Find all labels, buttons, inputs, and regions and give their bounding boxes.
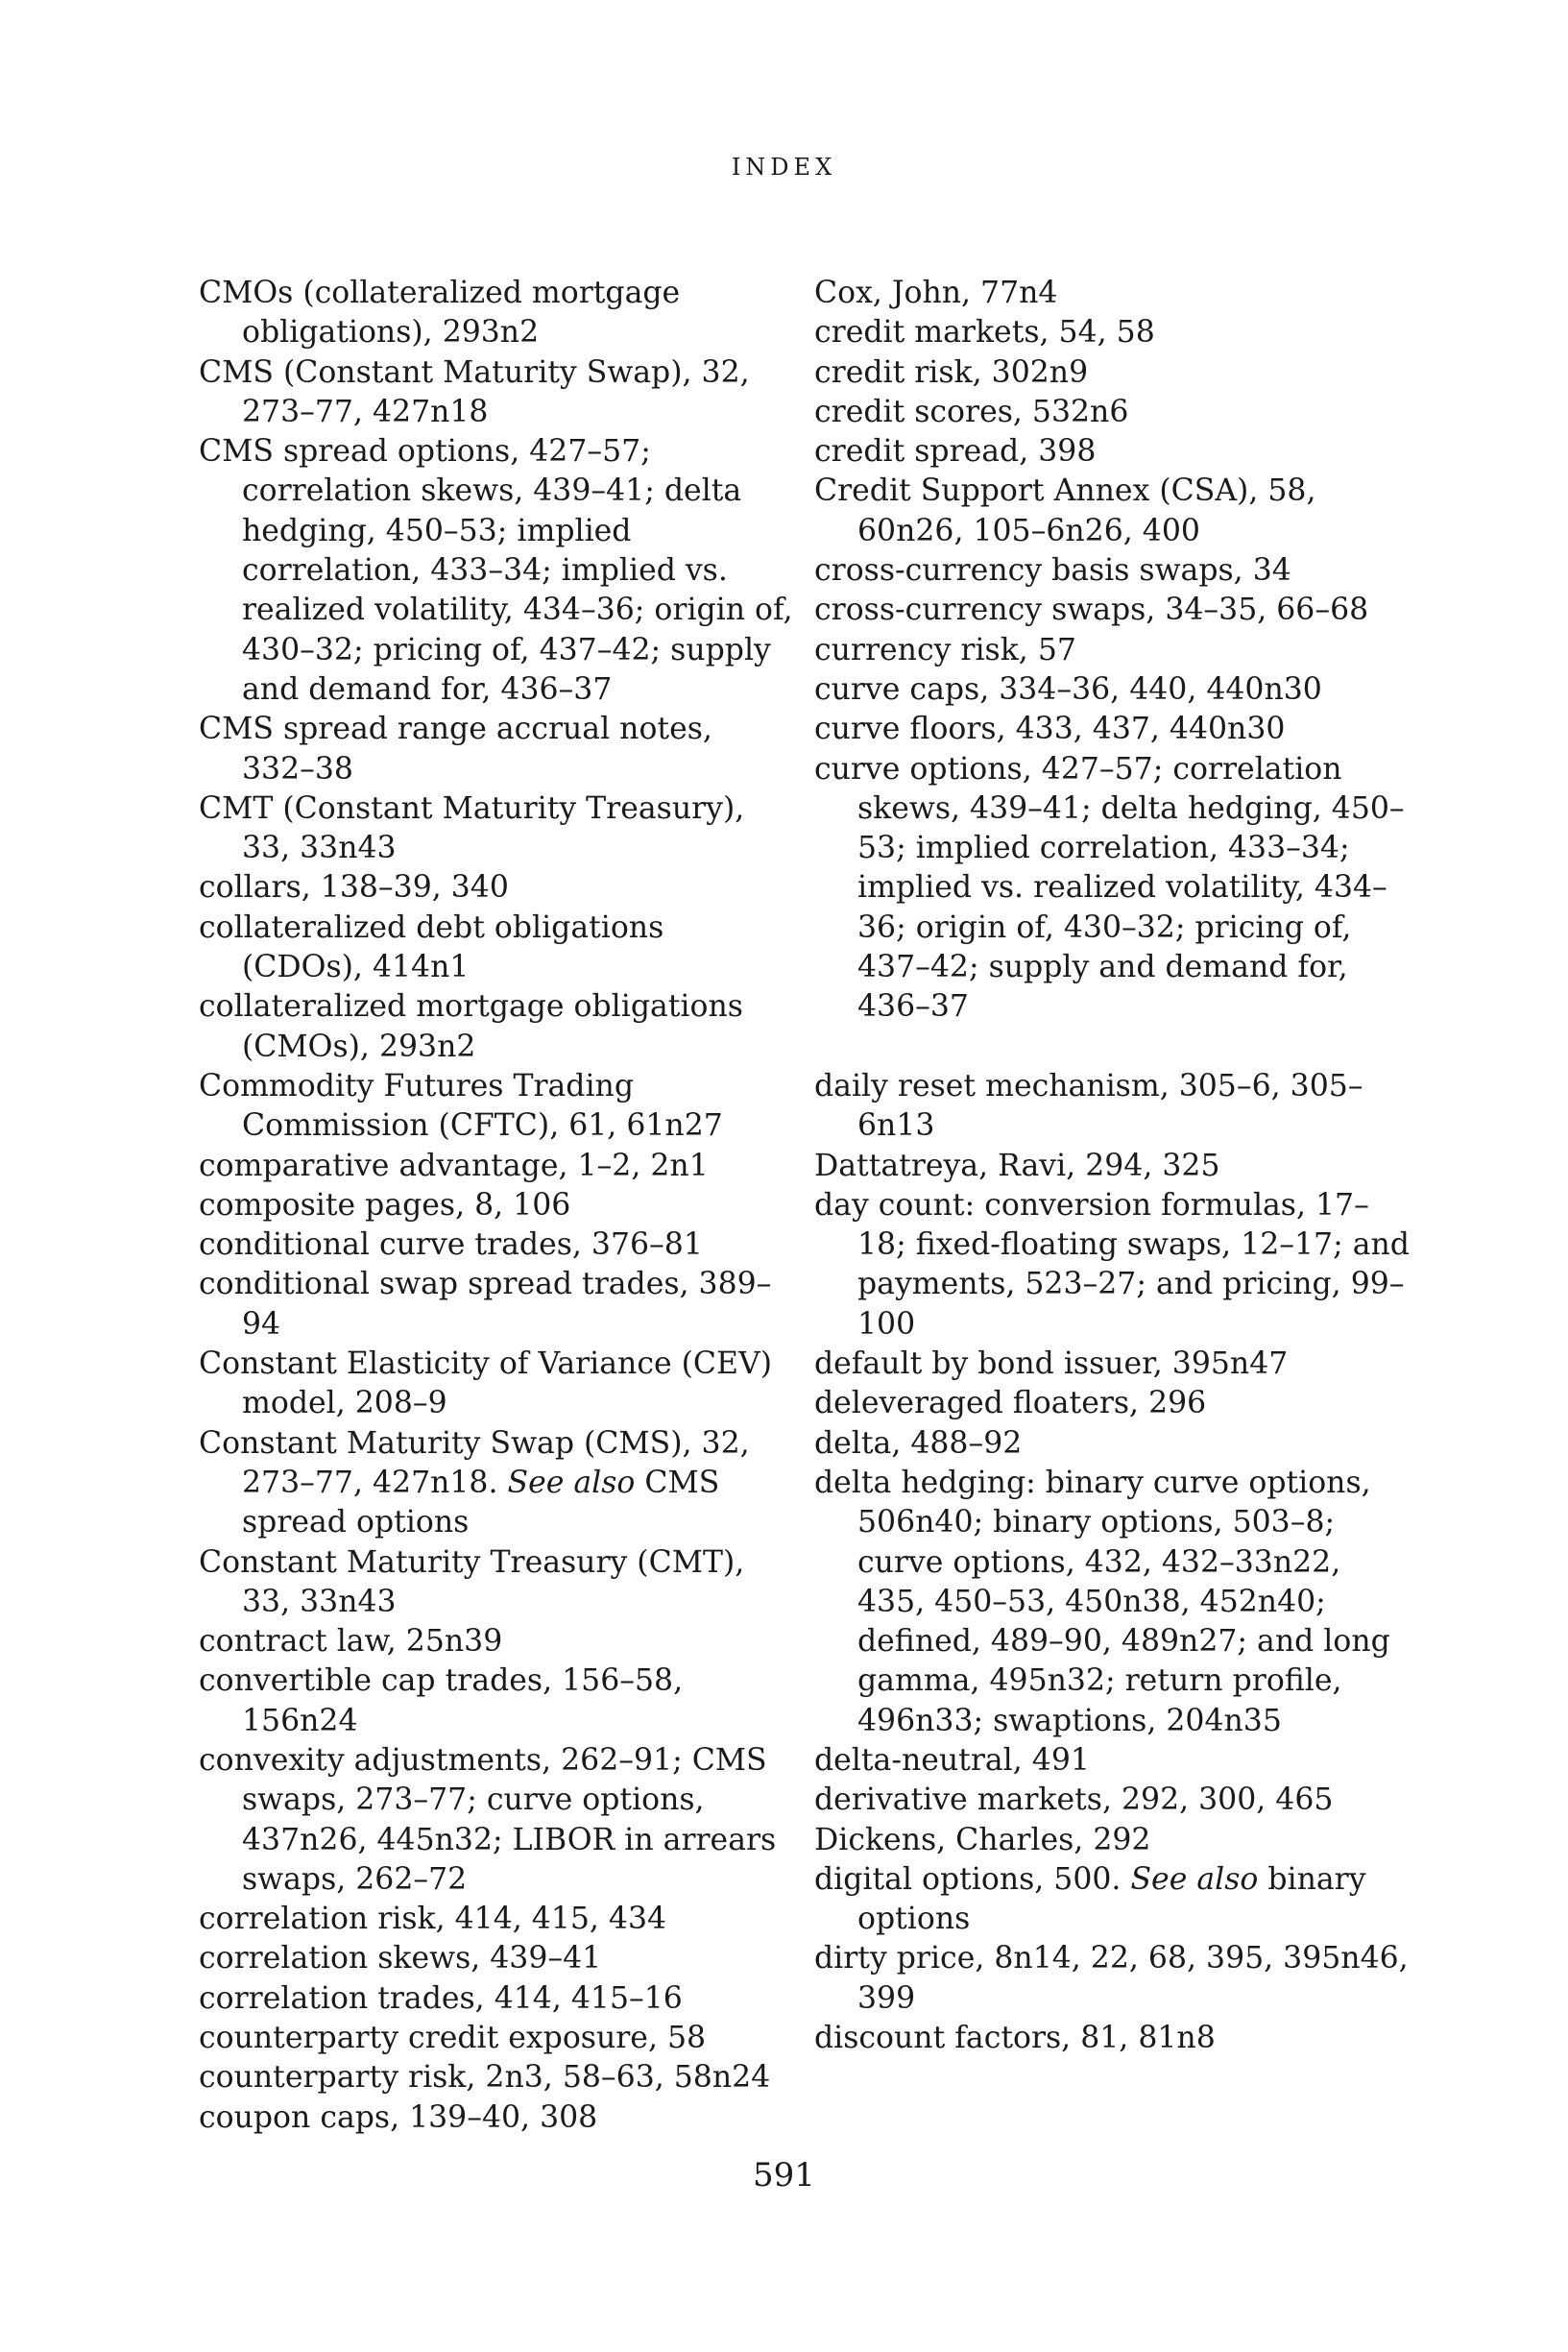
index-entry	[199, 1543, 794, 1623]
see-also-target: binary options	[857, 1861, 1366, 1937]
index-column-left	[199, 274, 794, 2138]
index-group-c	[814, 274, 1410, 1028]
index-entry-text: Constant Elasticity of Variance (CEV) model, 208–9	[199, 1346, 773, 1421]
index-entry-text: delta-neutral, 491	[814, 1742, 1090, 1778]
index-entry	[814, 274, 1410, 313]
index-entry	[199, 868, 794, 908]
index-entry-text: correlation risk, 414, 415, 434	[199, 1902, 667, 1937]
index-entry	[199, 432, 794, 710]
index-entry-text: derivative markets, 292, 300, 465	[814, 1782, 1334, 1818]
index-entry	[814, 1345, 1410, 1384]
index-entry-text: CMOs (collateralized mortgage obligations), 293n2	[199, 276, 681, 351]
index-entry	[814, 393, 1410, 432]
index-entry-text: convexity adjustments, 262–91; CMS swaps, 273–77; curve options, 437n26, 445n32; LIBOR in arrears swaps, 262–72	[199, 1742, 777, 1897]
index-entry-text: curve options, 427–57; correlation skews, 439–41; delta hedging, 450–53; implied correlation, 433–34; implied vs. realized volatility, 434–36; origin of, 430–32; pricing of, 437–42; supply and demand for, 436–37	[814, 751, 1405, 1025]
letter-group-gap	[814, 1028, 1410, 1067]
index-entry	[199, 1147, 794, 1186]
index-entry	[814, 551, 1410, 591]
index-group-d	[814, 1067, 1410, 2058]
index-entry	[199, 1939, 794, 1978]
index-entry	[199, 2019, 794, 2058]
index-entry	[814, 631, 1410, 670]
index-entry	[199, 1979, 794, 2019]
index-entry	[814, 1147, 1410, 1186]
index-entry-text: conditional swap spread trades, 389–94	[199, 1267, 772, 1342]
index-entry-text: cross-currency swaps, 34–35, 66–68	[814, 593, 1369, 628]
index-entry	[814, 313, 1410, 352]
index-entry-text: composite pages, 8, 106	[199, 1187, 571, 1223]
index-entry	[814, 591, 1410, 630]
index-entry-text: Commodity Futures Trading Commission (CFTC), 61, 61n27	[199, 1068, 723, 1144]
see-also-target: CMS spread options	[242, 1465, 720, 1540]
index-entry-text: counterparty risk, 2n3, 58–63, 58n24	[199, 2060, 771, 2096]
index-entry	[199, 1661, 794, 1741]
index-entry-text: daily reset mechanism, 305–6, 305–6n13	[814, 1068, 1363, 1144]
index-entry	[814, 1781, 1410, 1820]
index-entry-text: delta, 488–92	[814, 1425, 1023, 1461]
index-entry	[199, 274, 794, 353]
index-entry	[814, 1384, 1410, 1423]
index-entry-text: conditional curve trades, 376–81	[199, 1227, 703, 1263]
index-entry-text: credit spread, 398	[814, 434, 1097, 470]
index-entry-text: correlation skews, 439–41	[199, 1941, 602, 1976]
index-entry-text: collars, 138–39, 340	[199, 870, 509, 906]
index-entry	[814, 353, 1410, 393]
index-entry-text: correlation trades, 414, 415–16	[199, 1980, 683, 2016]
index-entry	[199, 710, 794, 789]
index-entry	[199, 909, 794, 988]
index-entry-text: curve caps, 334–36, 440, 440n30	[814, 671, 1322, 707]
index-entry-text: Constant Maturity Treasury (CMT), 33, 33n43	[199, 1544, 745, 1619]
index-entry	[814, 432, 1410, 472]
index-entry-text: day count: conversion formulas, 17–18; fixed-floating swaps, 12–17; and payments, 523–27; and pricing, 99–100	[814, 1187, 1410, 1342]
index-entry	[814, 2019, 1410, 2058]
index-entry-text: comparative advantage, 1–2, 2n1	[199, 1148, 709, 1183]
index-entry	[199, 1900, 794, 1939]
index-entry	[814, 472, 1410, 551]
index-entry-text: CMS spread range accrual notes, 332–38	[199, 712, 712, 787]
index-entry	[814, 1424, 1410, 1464]
index-entry	[814, 1067, 1410, 1147]
index-column-right	[814, 274, 1410, 2058]
index-entry-text: CMS (Constant Maturity Swap), 32, 273–77, 427n18	[199, 354, 750, 429]
see-also-label: See also	[507, 1465, 636, 1500]
index-entry-text: CMT (Constant Maturity Treasury), 33, 33n43	[199, 790, 745, 866]
index-entry-text: collateralized debt obligations (CDOs), 414n1	[199, 909, 664, 985]
index-entry-text: curve floors, 433, 437, 440n30	[814, 712, 1286, 747]
see-also-label: See also	[1130, 1861, 1259, 1897]
index-entry	[814, 1464, 1410, 1741]
index-entry-text: Dattatreya, Ravi, 294, 325	[814, 1148, 1220, 1183]
index-entry	[814, 750, 1410, 1028]
index-entry-text: coupon caps, 139–40, 308	[199, 2099, 598, 2135]
index-entry	[199, 1265, 794, 1345]
index-entry-text: Cox, John, 77n4	[814, 276, 1058, 310]
index-entry-text: contract law, 25n39	[199, 1624, 503, 1660]
index-entry	[199, 1225, 794, 1265]
index-entry	[814, 710, 1410, 749]
index-entry-text: Dickens, Charles, 292	[814, 1822, 1151, 1857]
index-entry	[199, 1345, 794, 1424]
index-entry	[814, 670, 1410, 710]
index-entry	[199, 1067, 794, 1147]
index-entry	[199, 2098, 794, 2138]
index-entry	[814, 1939, 1410, 2019]
index-entry-text: dirty price, 8n14, 22, 68, 395, 395n46, 399	[814, 1941, 1409, 2016]
index-entry	[199, 2058, 794, 2097]
index-entry-text: counterparty credit exposure, 58	[199, 2021, 707, 2056]
index-entry	[199, 1424, 794, 1543]
index-entry-text: convertible cap trades, 156–58, 156n24	[199, 1663, 684, 1738]
index-entry-text: credit markets, 54, 58	[814, 315, 1155, 351]
index-entry	[199, 353, 794, 433]
index-entry	[814, 1821, 1410, 1860]
index-entry	[199, 1741, 794, 1900]
index-entry-text: collateralized mortgage obligations (CMOs), 293n2	[199, 989, 743, 1064]
index-entry-text: currency risk, 57	[814, 632, 1076, 667]
index-entry-text: Constant Maturity Swap (CMS), 32, 273–77, 427n18.	[199, 1425, 750, 1500]
index-entry-text: Credit Support Annex (CSA), 58, 60n26, 105–6n26, 400	[814, 473, 1316, 548]
index-entry	[814, 1741, 1410, 1781]
index-entry	[199, 789, 794, 869]
index-entry-text: discount factors, 81, 81n8	[814, 2021, 1216, 2056]
index-entry	[199, 987, 794, 1067]
index-entry-text: CMS spread options, 427–57; correlation skews, 439–41; delta hedging, 450–53; implied correlation, 433–34; implied vs. realized volatility, 434–36; origin of, 430–32; pricing of, 437–42; supply and demand for, 436–37	[199, 434, 793, 707]
index-entry-text: delta hedging: binary curve options, 506n40; binary options, 503–8; curve options, 432, 432–33n22, 435, 450–53, 450n38, 452n40; defined, 489–90, 489n27; and long gamma, 495n32; return profile, 496n33; swaptions, 204n35	[814, 1465, 1390, 1738]
index-entry-text: default by bond issuer, 395n47	[814, 1346, 1289, 1382]
index-entry	[199, 1186, 794, 1225]
running-header: INDEX	[731, 154, 837, 181]
index-entry	[199, 1622, 794, 1661]
index-entry-text: credit risk, 302n9	[814, 354, 1089, 390]
index-entry-text: credit scores, 532n6	[814, 394, 1129, 429]
index-entry-text: deleveraged floaters, 296	[814, 1386, 1207, 1421]
page-number: 591	[753, 2156, 815, 2194]
index-entry	[814, 1186, 1410, 1345]
index-entry	[814, 1860, 1410, 1940]
index-entry-text: digital options, 500.	[814, 1861, 1122, 1897]
index-entry-text: cross-currency basis swaps, 34	[814, 553, 1291, 589]
